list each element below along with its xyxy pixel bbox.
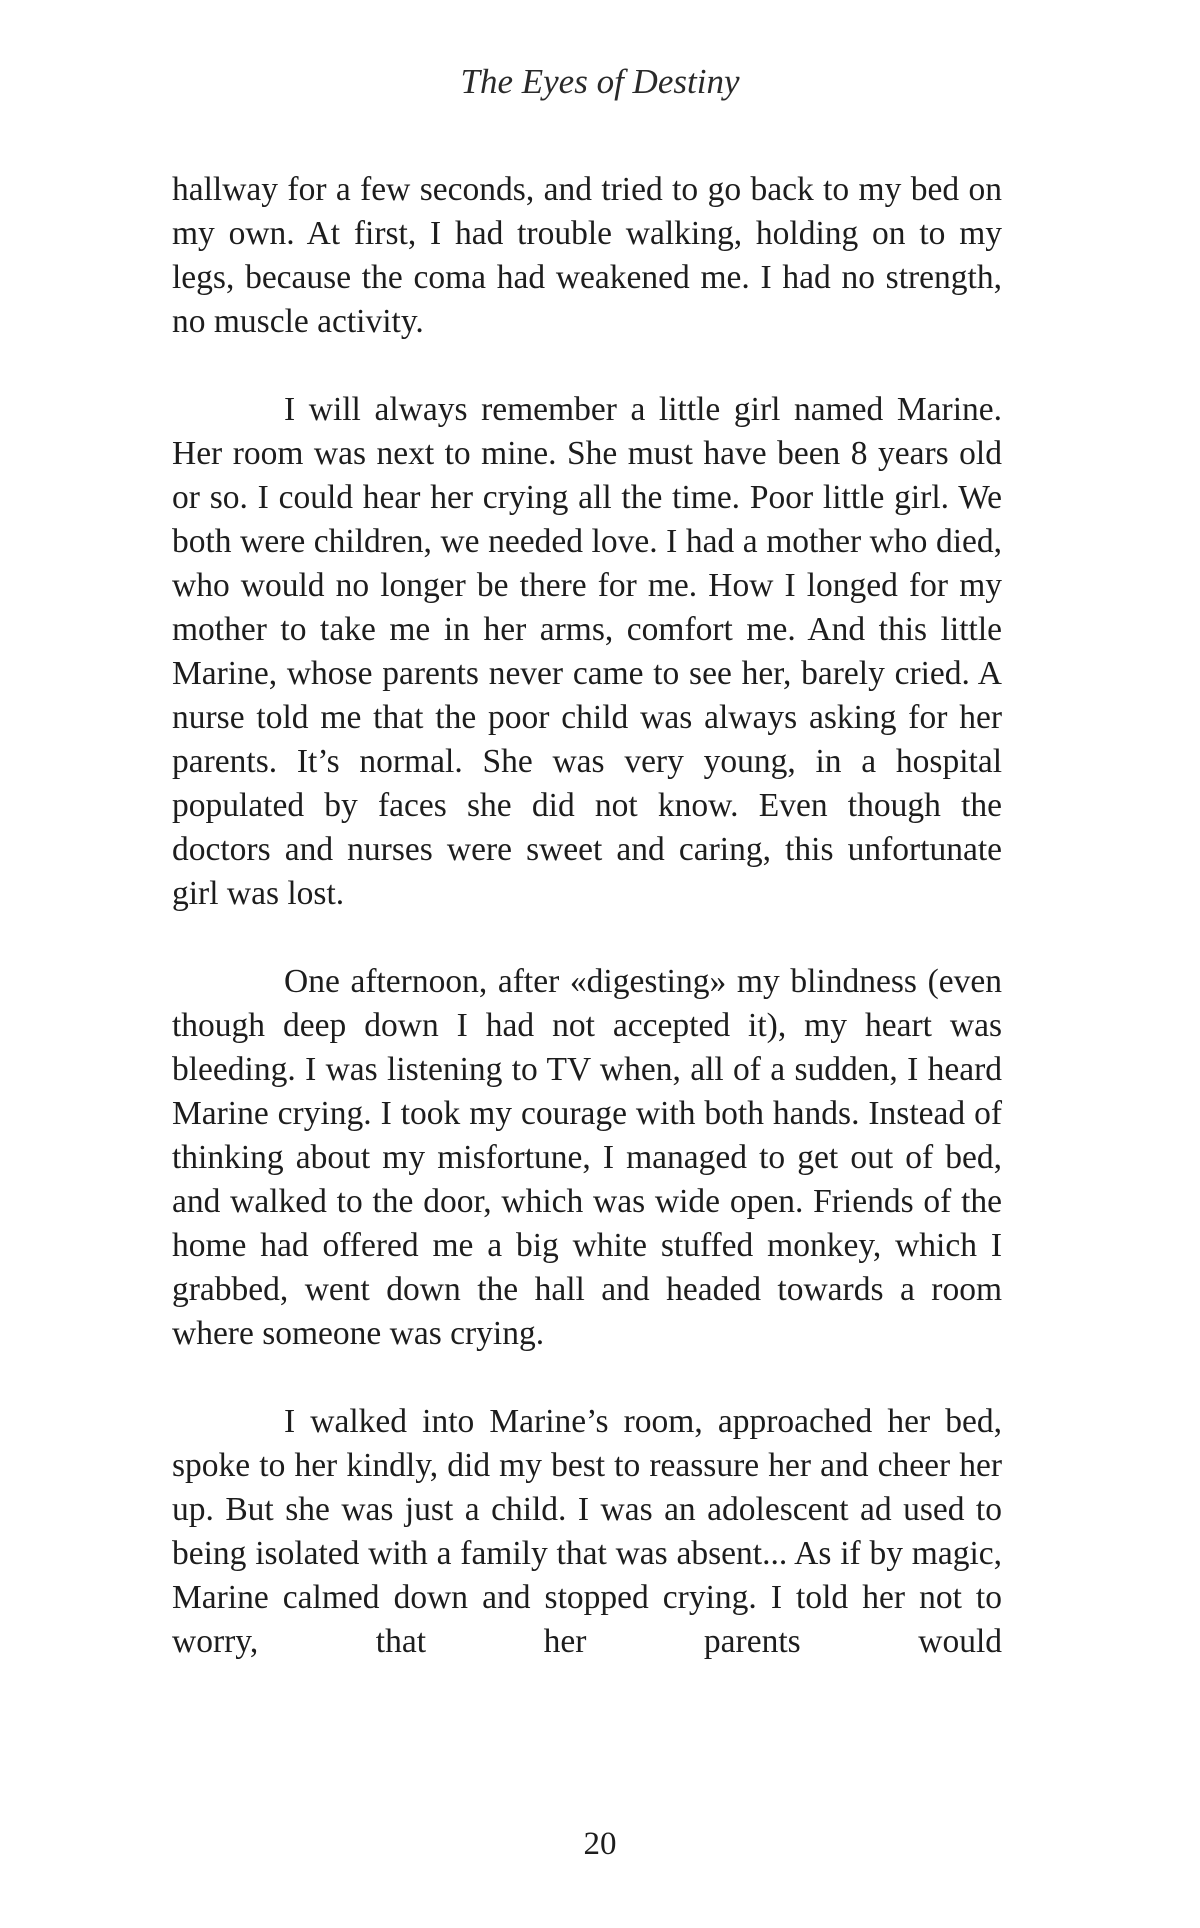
paragraph-2: I will always remember a little girl named Marine. Her room was next to mine. She must have been 8 years old or so. I could hear her crying all the time. Poor little girl. We both were children, we needed love. I had a mother who died, who would no longer be there for me. How I longed for my mother to take me in her arms, comfort me. And this little Marine, whose parents never came to see her, barely cried. A nurse told me that the poor child was always asking for her parents. It’s normal. She was very young, in a hospital populated by faces she did not know. Even though the doctors and nurses were sweet and caring, this unfortunate girl was lost.	[172, 391, 1002, 912]
paragraph-3: One afternoon, after «digesting» my blindness (even though deep down I had not accepted it), my heart was bleeding. I was listening to TV when, all of a sudden, I heard Marine crying. I took my courage with both hands. Instead of thinking about my misfortune, I managed to get out of bed, and walked to the door, which was wide open. Friends of the home had offered me a big white stuffed monkey, which I grabbed, went down the hall and headed towards a room where someone was crying.	[172, 963, 1002, 1352]
paragraph-4: I walked into Marine’s room, approached her bed, spoke to her kindly, did my best to reassure her and cheer her up. But she was just a child. I was an adolescent ad used to being isolated with a family that was absent... As if by magic, Marine calmed down and stopped crying. I told her not to worry, that her parents would	[172, 1403, 1002, 1660]
body-text	[172, 168, 1002, 1664]
page-number: 20	[583, 1826, 617, 1862]
paragraph-1: hallway for a few seconds, and tried to go back to my bed on my own. At first, I had trouble walking, holding on to my legs, because the coma had weakened me. I had no strength, no muscle activity.	[172, 171, 1002, 340]
running-header-title: The Eyes of Destiny	[460, 62, 740, 101]
